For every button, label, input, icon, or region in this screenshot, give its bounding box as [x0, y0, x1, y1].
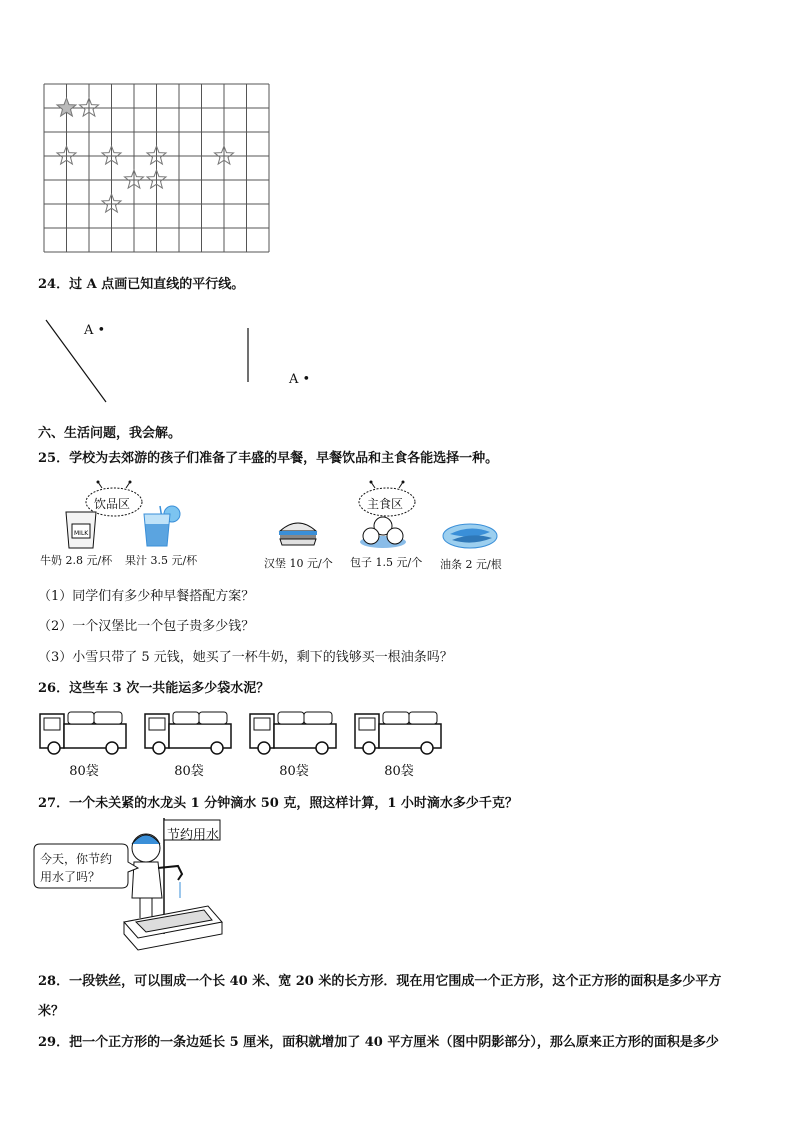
food-zone-label: 主食区: [367, 497, 404, 511]
bubble-line-2: 用水了吗？: [40, 870, 101, 884]
point-a-dot-1: •: [97, 323, 106, 338]
truck-load-label: 80袋: [69, 764, 99, 779]
truck-load-label: 80袋: [279, 764, 309, 779]
point-a-dot-2: •: [302, 372, 311, 387]
hamburger-icon: [276, 517, 320, 549]
question-29-line-1: 29．把一个正方形的一条边延长 5 厘米，面积就增加了 40 平方厘米（图中阴影部分），那么原来正方形的面积是多少: [38, 1035, 719, 1050]
item-hamburger-label: 汉堡 10 元/个: [264, 557, 333, 570]
truck-icon: [248, 708, 340, 756]
question-25-sub-3: （3）小雪只带了 5 元钱，她买了一杯牛奶，剩下的钱够买一根油条吗？: [38, 650, 453, 665]
truck-icon: [38, 708, 130, 756]
question-26: 26．这些车 3 次一共能运多少袋水泥？: [38, 681, 270, 696]
svg-text:MILK: MILK: [74, 530, 89, 537]
bubble-line-1: 今天，你节约: [40, 852, 113, 866]
point-a-label-1: A •: [84, 323, 106, 338]
point-a-label-2: A •: [289, 372, 311, 387]
truck-load-label: 80袋: [174, 764, 204, 779]
fried-dough-stick-icon: [442, 520, 498, 550]
drink-zone-label: 饮品区: [94, 497, 131, 511]
truck-load-label: 80袋: [384, 764, 414, 779]
item-bun-label: 包子 1.5 元/个: [350, 556, 423, 569]
item-juice-label: 果汁 3.5 元/杯: [125, 554, 198, 567]
question-27: 27．一个未关紧的水龙头 1 分钟滴水 50 克，照这样计算，1 小时滴水多少千克？: [38, 796, 518, 811]
water-saving-sign: 节约用水: [167, 828, 220, 843]
star-grid: [44, 84, 274, 256]
item-milk-label: 牛奶 2.8 元/杯: [40, 554, 113, 567]
section-6-title: 六、生活问题，我会解。: [38, 426, 182, 441]
steamed-bun-icon: [358, 514, 408, 550]
question-25-sub-2: （2）一个汉堡比一个包子贵多少钱？: [38, 619, 255, 634]
truck-icon: [353, 708, 445, 756]
truck-icon: [143, 708, 235, 756]
juice-glass-icon: [140, 504, 182, 548]
truck: [248, 708, 340, 779]
question-25: 25．学校为去郊游的孩子们准备了丰盛的早餐，早餐饮品和主食各能选择一种。: [38, 451, 499, 466]
question-24: 24．过 A 点画已知直线的平行线。: [38, 277, 245, 292]
question-28-line-1: 28．一段铁丝，可以围成一个长 40 米、宽 20 米的长方形．现在用它围成一个正方形，这个正方形的面积是多少平方: [38, 974, 722, 989]
question-28-line-2: 米？: [38, 1004, 65, 1019]
truck: [353, 708, 445, 779]
item-dough-stick-label: 油条 2 元/根: [440, 558, 502, 571]
milk-glass-icon: [64, 510, 98, 550]
given-line-vertical: [246, 328, 250, 384]
truck: [143, 708, 235, 779]
truck: [38, 708, 130, 779]
question-25-sub-1: （1）同学们有多少种早餐搭配方案？: [38, 589, 255, 604]
